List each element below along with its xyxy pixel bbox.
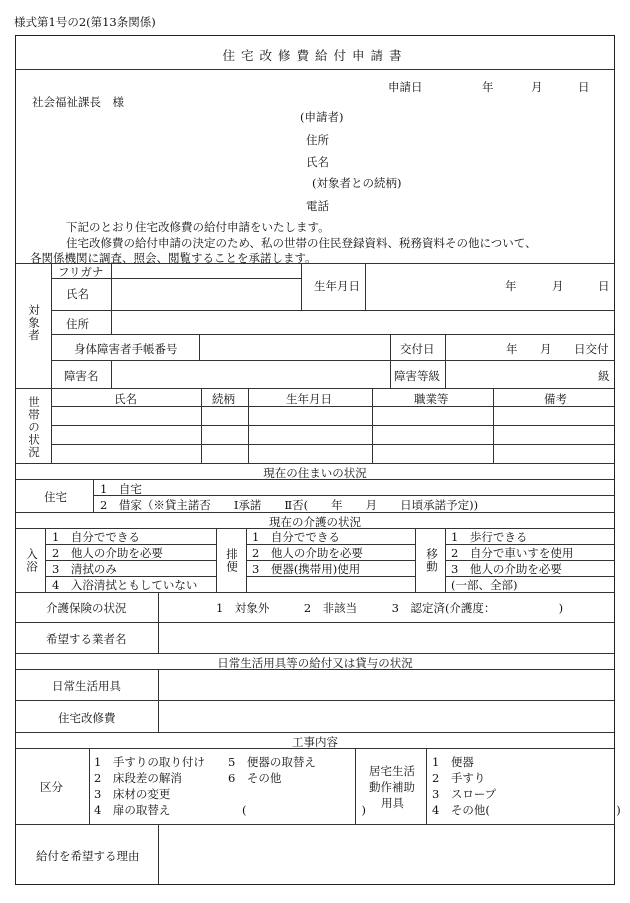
daily-goods-heading: 日常生活用具等の給付又は貸与の状況: [217, 656, 413, 670]
household-col-name: 氏名: [114, 392, 137, 406]
mobility-option-4: (一部、全部): [451, 578, 518, 592]
disability-grade-unit: 級: [598, 369, 610, 383]
work-item-2: 2 床段差の解消: [94, 771, 182, 785]
aid-label-line-1: 居宅生活: [369, 764, 415, 778]
mobility-option-2: 2 自分で車いすを使用: [451, 546, 574, 560]
work-category-label: 区分: [40, 780, 63, 794]
mobility-option-3: 3 他人の介助を必要: [451, 562, 562, 576]
work-item-3: 3 床材の変更: [94, 787, 171, 801]
bathing-option-1: 1 自分でできる: [52, 530, 140, 544]
work-item-other-blank: ( ): [242, 803, 366, 817]
applicant-phone-label: 電話: [306, 199, 329, 213]
disability-grade-label: 障害等級: [394, 369, 440, 383]
issue-day: 日交付: [574, 342, 609, 356]
insurance-label: 介護保険の状況: [46, 601, 127, 615]
work-item-5: 5 便器の取替え: [228, 755, 316, 769]
applicant-name-label: 氏名: [306, 155, 329, 169]
consent-statement-1: 下記のとおり住宅改修費の給付申請をいたします。: [66, 220, 330, 234]
aid-item-1: 1 便器: [432, 755, 474, 769]
application-date-month: 月: [531, 80, 543, 94]
aid-label-line-2: 動作補助: [369, 780, 415, 794]
work-item-6: 6 その他: [228, 771, 282, 785]
residence-option-rental: 2 借家（※貸主諾否 Ⅰ承諾 Ⅱ否( 年 月 日頃承諾予定)): [100, 498, 479, 512]
subject-section-label: 対象者: [27, 304, 41, 342]
application-date-year: 年: [482, 80, 494, 94]
contractor-label: 希望する業者名: [46, 632, 127, 646]
bathing-option-3: 3 清拭のみ: [52, 562, 117, 576]
residence-label: 住宅: [44, 490, 67, 504]
aid-item-4: 4 その他( ): [432, 803, 621, 817]
bathing-label: 入浴: [25, 548, 39, 573]
form-title: 住宅改修費給付申請書: [222, 48, 408, 63]
excretion-option-3: 3 便器(携帯用)使用: [252, 562, 361, 576]
consent-statement-2: 住宅改修費の給付申請の決定のため、私の世帯の住民登録資料、税務資料その他について、: [66, 236, 537, 250]
birth-month: 月: [552, 279, 564, 293]
disability-name-label: 障害名: [64, 369, 99, 383]
work-item-4: 4 扉の取替え: [94, 803, 171, 817]
addressee: 社会福祉課長 様: [32, 95, 124, 109]
application-form: [15, 35, 621, 885]
birth-day: 日: [598, 279, 610, 293]
applicant-relationship-label: (対象者との続柄): [312, 176, 402, 190]
excretion-option-1: 1 自分でできる: [252, 530, 340, 544]
mobility-option-1: 1 歩行できる: [451, 530, 528, 544]
bathing-option-4: 4 入浴清拭ともしていない: [52, 578, 198, 592]
form-number: 様式第1号の2(第13条関係): [14, 15, 156, 29]
aid-label-line-3: 用具: [381, 796, 404, 810]
insurance-options: 1 対象外 2 非該当 3 認定済(介護度： ): [216, 601, 564, 615]
renovation-cost-label: 住宅改修費: [58, 711, 116, 725]
handbook-number-label: 身体障害者手帳番号: [74, 342, 178, 356]
daily-goods-label: 日常生活用具: [52, 679, 121, 693]
excretion-label: 排便: [225, 548, 239, 573]
aid-item-2: 2 手すり: [432, 771, 486, 785]
applicant-address-label: 住所: [306, 133, 329, 147]
subject-address-label: 住所: [66, 317, 89, 331]
application-date-label: 申請日: [388, 80, 423, 94]
household-col-occupation: 職業等: [414, 392, 449, 406]
household-col-birth-date: 生年月日: [286, 392, 332, 406]
residence-option-own-home: 1 自宅: [100, 482, 142, 496]
issue-date-label: 交付日: [400, 342, 435, 356]
care-heading: 現在の介護の状況: [269, 515, 361, 529]
birth-year: 年: [505, 279, 517, 293]
household-col-notes: 備考: [544, 392, 567, 406]
application-date-day: 日: [578, 80, 590, 94]
aid-item-3: 3 スロープ: [432, 787, 497, 801]
subject-name-label: 氏名: [66, 287, 89, 301]
household-col-relationship: 続柄: [212, 392, 235, 406]
mobility-label: 移動: [425, 548, 439, 573]
household-section-label: 世帯の状況: [27, 396, 41, 459]
bathing-option-2: 2 他人の介助を必要: [52, 546, 163, 560]
residence-heading: 現在の住まいの状況: [263, 466, 367, 480]
consent-statement-3: 各関係機関に調査、照会、閲覧することを承諾します。: [30, 251, 317, 265]
work-heading: 工事内容: [292, 735, 338, 749]
furigana-label: フリガナ: [58, 265, 104, 279]
work-item-1: 1 手すりの取り付け: [94, 755, 205, 769]
excretion-option-2: 2 他人の介助を必要: [252, 546, 363, 560]
applicant-label: (申請者): [300, 110, 344, 124]
issue-year: 年: [506, 342, 518, 356]
birth-date-label: 生年月日: [314, 279, 360, 293]
reason-label: 給付を希望する理由: [36, 849, 140, 863]
issue-month: 月: [540, 342, 552, 356]
